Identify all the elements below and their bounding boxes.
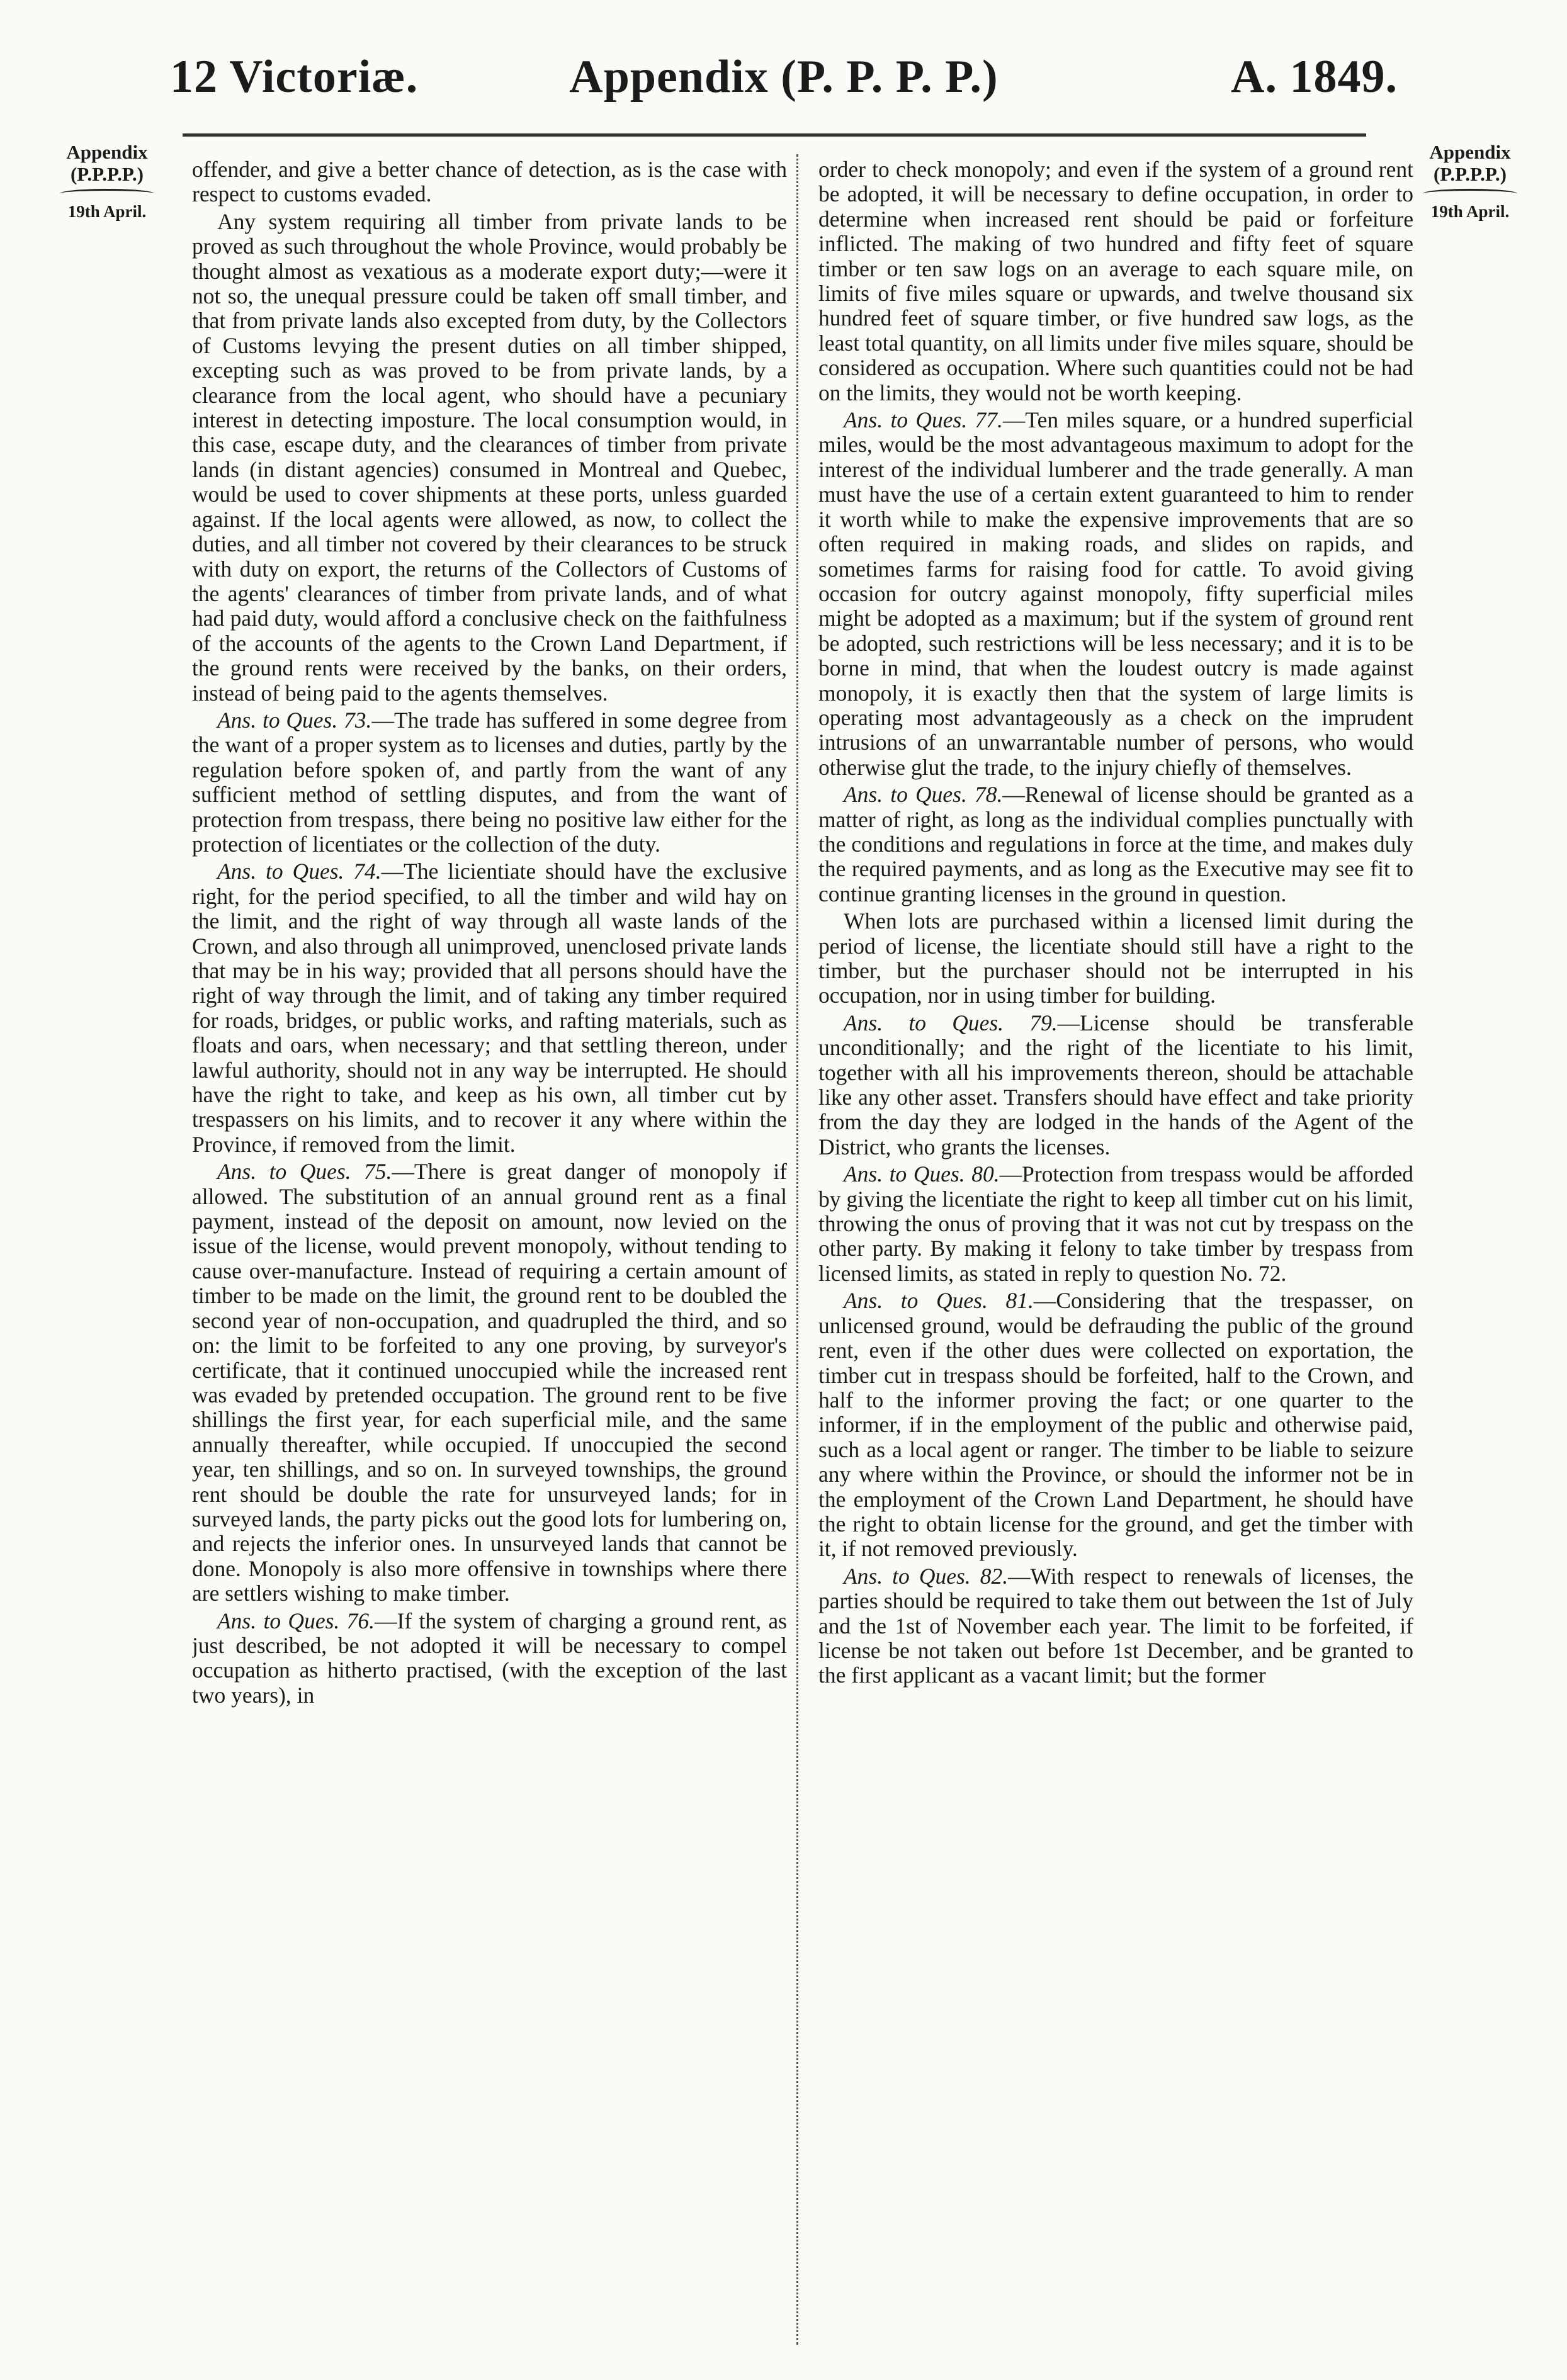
paragraph-text: —Considering that the trespasser, on unlicensed ground, would be defrauding the public of the ground rent, even if the other dues were collected on exportation, the timber cut in trespass should be forfeited, half to the Crown, and half to the informer proving the fact; or one quarter to the informer, if in the employment of the public and otherwise paid, such as a local agent or ranger. The timber to be liable to seizure any where within the Province, or should the informer not be in the employment of the Crown Land Department, he should have the right to obtain license for the ground, and get the timber with it, if not removed previously. (818, 1288, 1413, 1562)
paragraph (818, 1564, 1413, 1688)
paragraph-text: —The licientiate should have the exclusive right, for the period specified, to all the timber and wild hay on the limit, and the right of way through all waste lands of the Crown, and also through all unimproved, unenclosed private lands that may be in his way; provided that all persons should have the right of way through the limit, and of taking any timber required for roads, bridges, or public works, and rafting materials, such as floats and oars, when necessary; and that settling thereon, under lawful authority, should not in any way be interrupted. He should have the right to take, and keep as his own, all timber cut by trespassers on his limits, and to recover it any where within the Province, if removed from the limit. (192, 859, 787, 1157)
header-rule (183, 133, 1366, 137)
margin-date: 19th April. (1430, 202, 1510, 222)
header-title: Appendix (P. P. P. P.) (569, 51, 998, 103)
right-text-column (818, 157, 1413, 2348)
paragraph (192, 708, 787, 857)
margin-code: (P.P.P.P.) (1433, 162, 1507, 185)
margin-label: Appendix (66, 141, 148, 163)
paragraph-text: Any system requiring all timber from private lands to be proved as such throughout the whole Province, would probably be thought almost as vexatious as a moderate export duty;—were it not so, the unequal pressure could be taken off small timber, and that from private lands also excepted from duty, by the Collectors of Customs levying the present duties on all timber shipped, excepting such as was proved to be from private lands, by a clearance from the local agent, who should have a pecuniary interest in detecting imposture. The local consumption would, in this case, escape duty, and the clearances of timber from private lands (in distant agencies) consumed in Montreal and Quebec, would be used to cover shipments at these ports, unless guarded against. If the local agents were allowed, as now, to collect the duties, and all timber not covered by their clearances to be struck with duty on export, the returns of the Collectors of Customs of the agents' clearances of timber from private lands, and of what had paid duty, would afford a conclusive check on the faithfulness of the accounts of the agents to the Crown Land Department, if the ground rents were received by the banks, on their orders, instead of being paid to the agents themselves. (192, 208, 787, 706)
column-divider (796, 154, 798, 2345)
paragraph-text: —Ten miles square, or a hundred superficial miles, would be the most advantageous maximum to adopt for the interest of the individual lumberer and the trade generally. A man must have the use of a certain extent guaranteed to him to render it worth while to make the expensive improvements that are so often required in making roads, and slides on rapids, and sometimes farms for raising food for cattle. To avoid giving occasion for outcry against monopoly, fifty superficial miles might be adopted as a maximum; but if the system of ground rent be adopted, such restrictions will be less necessary; and it is to be borne in mind, that when the loudest outcry is made against monopoly, it is exactly then that the system of large limits is operating most advantageously as a check on the imprudent intrusions of an unwarrantable number of persons, who would otherwise glut the trade, to the injury chiefly of themselves. (818, 407, 1413, 780)
paragraph-text: order to check monopoly; and even if the system of a ground rent be adopted, it will be necessary to define occupation, in order to determine when increased rent should be paid or forfeiture inflicted. The making of two hundred and fifty feet of square timber or ten saw logs on an average to each square mile, on limits of five miles square or upwards, and twelve thousand six hundred feet of square timber, or five hundred saw logs, as the least total quantity, on all limits under five miles square, should be considered as occupation. Where such quantities could not be had on the limits, they would not be worth keeping. (818, 157, 1413, 405)
paragraph (192, 1609, 787, 1708)
page-header (170, 38, 1398, 120)
answer-label: Ans. to Ques. 81. (844, 1288, 1034, 1314)
margin-code: (P.P.P.P.) (70, 162, 144, 185)
paragraph-text: —With respect to renewals of licenses, the parties should be required to take them out between the 1st of July and the 1st of November each year. The limit to be forfeited, if license be not taken out before 1st December, and be granted to the first applicant as a vacant limit; but the former (818, 1563, 1413, 1688)
paragraph (818, 408, 1413, 780)
answer-label: Ans. to Ques. 74. (217, 859, 382, 884)
header-session: 12 Victoriæ. (170, 51, 419, 103)
answer-label: Ans. to Ques. 79. (844, 1010, 1058, 1035)
paragraph (192, 210, 787, 706)
paragraph (818, 782, 1413, 906)
answer-label: Ans. to Ques. 73. (217, 707, 372, 733)
header-year: A. 1849. (1231, 51, 1398, 103)
right-margin-note (1401, 142, 1539, 222)
paragraph (818, 1011, 1413, 1159)
answer-label: Ans. to Ques. 82. (844, 1563, 1009, 1589)
paragraph (818, 1162, 1413, 1286)
paragraph-text: —Protection from trespass would be afforded by giving the licentiate the right to keep all timber cut on his limit, throwing the onus of proving that it was not cut by trespass on the other party. By making it felony to take timber by trespass from licensed limits, as stated in reply to question No. 72. (818, 1161, 1413, 1286)
answer-label: Ans. to Ques. 77. (844, 407, 1003, 433)
paragraph-text: offender, and give a better chance of detection, as is the case with respect to customs evaded. (192, 157, 787, 207)
margin-date: 19th April. (67, 202, 147, 222)
paragraph-text: —If the system of charging a ground rent, as just described, be not adopted it will be necessary to compel occupation as hitherto practised, (with the exception of the last two years), in (192, 1608, 787, 1708)
margin-label: Appendix (1429, 141, 1511, 163)
paragraph-text: When lots are purchased within a licensed limit during the period of license, the licentiate should still have a right to the timber, but the purchaser should not be interrupted in his occupation, nor in using timber for building. (818, 908, 1413, 1008)
paragraph (818, 1289, 1413, 1561)
answer-label: Ans. to Ques. 78. (844, 782, 1003, 808)
brace-mark (60, 189, 154, 198)
paragraph (818, 909, 1413, 1008)
brace-mark (1423, 189, 1517, 198)
answer-label: Ans. to Ques. 80. (844, 1161, 1000, 1187)
answer-label: Ans. to Ques. 75. (217, 1159, 392, 1185)
paragraph-text: —There is great danger of monopoly if allowed. The substitution of an annual ground rent as a final payment, instead of the deposit on amount, now levied on the issue of the license, would prevent monopoly, without tending to cause over-manufacture. Instead of requiring a certain amount of timber to be made on the limit, the ground rent to be doubled the second year of non-occupation, and quadrupled the third, and so on: the limit to be forfeited to any one proving, by surveyor's certificate, that it continued unoccupied while the increased rent was evaded by pretended occupation. The ground rent to be five shillings the first year, for each superficial mile, and the same annually thereafter, while occupied. If unoccupied the second year, ten shillings, and so on. In surveyed townships, the ground rent should be double the rate for unsurveyed lands; for in surveyed lands, the party picks out the good lots for lumbering on, and rejects the inferior ones. In unsurveyed lands that cannot be done. Monopoly is also more offensive in townships where there are settlers wishing to make timber. (192, 1159, 787, 1606)
paragraph (192, 157, 787, 207)
paragraph (818, 157, 1413, 405)
paragraph-text: —The trade has suffered in some degree from the want of a proper system as to licenses and duties, partly by the regulation before spoken of, and partly from the want of any sufficient method of settling disputes, and from the want of protection from trespass, there being no positive law either for the protection of licentiates or the collection of the duty. (192, 707, 787, 857)
left-margin-note (38, 142, 176, 222)
paragraph (192, 859, 787, 1157)
paragraph-text: —License should be transferable unconditionally; and the right of the licentiate to his limit, together with all his improvements thereon, should be attachable like any other asset. Transfers should have effect and take priority from the day they are lodged in the hands of the Agent of the District, who grants the licenses. (818, 1010, 1413, 1159)
left-text-column (192, 157, 787, 2348)
paragraph-text: —Renewal of license should be granted as a matter of right, as long as the individual complies punctually with the conditions and regulations in force at the time, and makes duly the required payments, and as long as the Executive may see fit to continue granting licenses in the ground in question. (818, 782, 1413, 906)
paragraph (192, 1159, 787, 1606)
answer-label: Ans. to Ques. 76. (217, 1608, 375, 1633)
